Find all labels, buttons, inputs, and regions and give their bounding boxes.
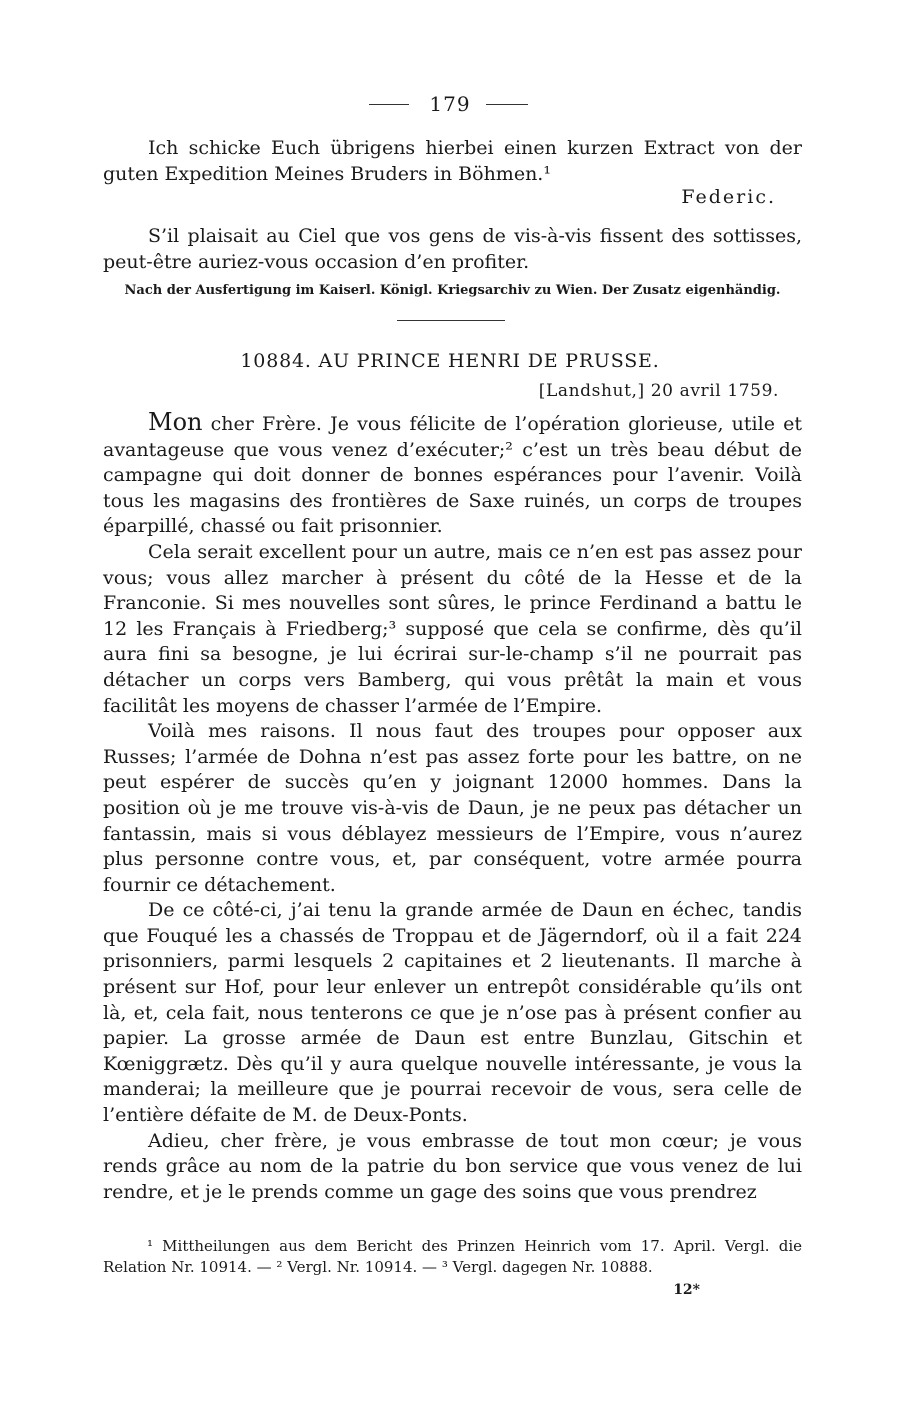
previous-letter-closing bbox=[103, 136, 802, 187]
previous-letter-postscript bbox=[103, 224, 802, 275]
page-number: 179 bbox=[429, 92, 471, 116]
signature-mark: 12* bbox=[673, 1282, 700, 1298]
header-dash-right bbox=[486, 104, 528, 105]
postscript-paragraph: S’il plaisait au Ciel que vos gens de vis-à-vis fissent des sottisses, peut-être auriez-vous occasion d’en profiter. bbox=[103, 225, 802, 273]
letter-body bbox=[103, 410, 802, 1205]
page-header bbox=[0, 90, 900, 120]
closing-paragraph: Ich schicke Euch übrigens hierbei einen kurzen Extract von der guten Expedition Meines Bruders in Böhmen.¹ bbox=[103, 137, 802, 185]
footnotes bbox=[103, 1236, 802, 1278]
section-divider bbox=[397, 320, 505, 321]
source-note: Nach der Ausfertigung im Kaiserl. Königl. Kriegsarchiv zu Wien. Der Zusatz eigenhändig. bbox=[124, 283, 781, 298]
letter-heading: 10884. AU PRINCE HENRI DE PRUSSE. bbox=[240, 350, 660, 372]
body-paragraph-1 bbox=[103, 410, 802, 540]
body-paragraph-4: De ce côté-ci, j’ai tenu la grande armée de Daun en échec, tandis que Fouqué les a chassés de Troppau et de Jägerndorf, où il a fait 224 prisonniers, parmi lesquels 2 capitaines et 2 lieutenants. Il marche à présent sur Hof, pour leur enlever un entrepôt considérable qu’ils ont là, et, cela fait, nous tenterons ce que je n’ose pas à présent confier au papier. La grosse armée de Daun est entre Bunzlau, Gitschin et Kœniggrætz. Dès qu’il y aura quelque nouvelle intéressante, je vous la manderai; la meilleure que je pourrai recevoir de vous, sera celle de l’entière défaite de M. de Deux-Ponts. bbox=[103, 899, 802, 1127]
footnote-text: ¹ Mittheilungen aus dem Bericht des Prinzen Heinrich vom 17. April. Vergl. die Relation Nr. 10914. — ² Vergl. Nr. 10914. — ³ Vergl. dagegen Nr. 10888. bbox=[103, 1237, 802, 1276]
body-paragraph-2: Cela serait excellent pour un autre, mais ce n’en est pas assez pour vous; vous allez marcher à présent du côté de la Hesse et de la Franconie. Si mes nouvelles sont sûres, le prince Ferdinand a battu le 12 les Français à Friedberg;³ supposé que cela se confirme, dès qu’il aura fini sa besogne, je lui écrirai sur-le-champ s’il ne pourrait pas détacher un corps vers Bamberg, qui vous prêtât la main et vous facilitât les moyens de chasser l’armée de l’Empire. bbox=[103, 540, 802, 717]
body-paragraph-5: Adieu, cher frère, je vous embrasse de tout mon cœur; je vous rends grâce au nom de la patrie du bon service que vous venez de lui rendre, et je le prends comme un gage des soins que vous prendrez bbox=[103, 1129, 802, 1203]
first-word: Mon bbox=[148, 408, 203, 436]
letter-dateline: [Landshut,] 20 avril 1759. bbox=[538, 381, 779, 401]
signature-federic: Federic. bbox=[681, 186, 776, 208]
body-paragraph-3: Voilà mes raisons. Il nous faut des troupes pour opposer aux Russes; l’armée de Dohna n’est pas assez forte pour les battre, on ne peut espérer de succès qu’en y joignant 12000 hommes. Dans la position où je me trouve vis-à-vis de Daun, je ne peux pas détacher un fantassin, mais si vous déblayez messieurs de l’Empire, vous n’aurez plus personne contre vous, et, par conséquent, votre armée pourra fournir ce détachement. bbox=[103, 720, 802, 896]
body-paragraph-1-text: cher Frère. Je vous félicite de l’opération glorieuse, utile et avantageuse que vous venez d’exécuter;² c’est un très beau début de campagne qui doit donner de bonnes espérances pour l’avenir. Voilà tous les magasins des frontières de Saxe ruinés, un corps de troupes éparpillé, chassé ou fait prisonnier. bbox=[103, 413, 802, 538]
